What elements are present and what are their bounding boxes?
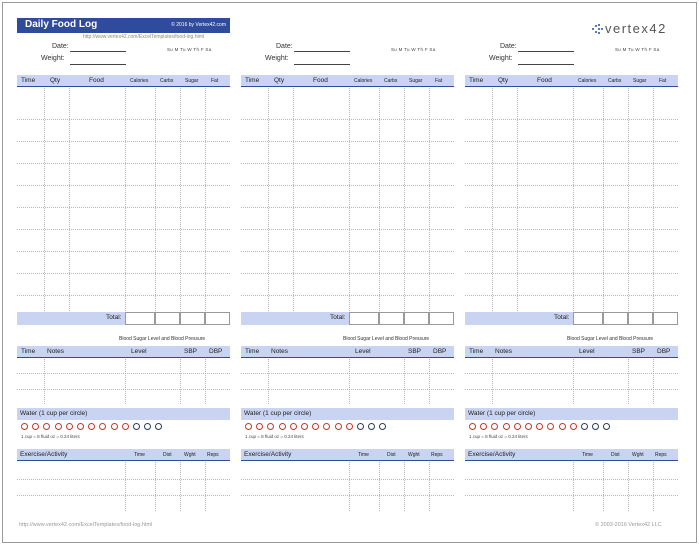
total-cell[interactable] <box>125 312 155 325</box>
food-col-header: Sugar <box>633 78 647 84</box>
weight-label: Weight: <box>265 55 289 62</box>
water-cup-circle[interactable] <box>133 423 140 430</box>
total-label: Total: <box>330 314 346 321</box>
water-cup-circle[interactable] <box>256 423 263 430</box>
blood-col-header: Time <box>245 348 260 355</box>
water-cup-circle[interactable] <box>491 423 498 430</box>
water-cup-circle[interactable] <box>88 423 95 430</box>
food-col-line <box>180 88 181 311</box>
blood-row-line <box>17 373 230 374</box>
blood-col-line <box>429 359 430 404</box>
food-row-line <box>465 207 678 208</box>
blood-col-line <box>573 359 574 404</box>
food-row-line <box>241 207 454 208</box>
water-cup-circle[interactable] <box>514 423 521 430</box>
exercise-col-header: Dist <box>611 452 620 458</box>
food-row-line <box>465 185 678 186</box>
exercise-col-header: Dist <box>387 452 396 458</box>
total-cell[interactable] <box>404 312 429 325</box>
total-row <box>465 312 678 325</box>
food-col-line <box>205 88 206 311</box>
exercise-col-line <box>180 462 181 511</box>
blood-table-header <box>465 346 678 358</box>
food-row-line <box>17 295 230 296</box>
blood-col-line <box>492 359 493 404</box>
date-label: Date: <box>500 43 517 50</box>
total-cell[interactable] <box>379 312 404 325</box>
exercise-col-header: Time <box>582 452 593 458</box>
water-cup-circle[interactable] <box>66 423 73 430</box>
blood-col-header: Level <box>355 348 371 355</box>
day-log-1 <box>17 3 230 543</box>
exercise-col-header: Reps <box>207 452 219 458</box>
exercise-col-line <box>653 462 654 511</box>
blood-col-header: Notes <box>47 348 64 355</box>
food-table-header <box>465 75 678 87</box>
total-cell[interactable] <box>603 312 628 325</box>
blood-table[interactable] <box>241 359 454 404</box>
exercise-table[interactable] <box>17 462 230 511</box>
exercise-col-line <box>603 462 604 511</box>
food-col-line <box>653 88 654 311</box>
exercise-row-line <box>17 479 230 480</box>
water-cup-circle[interactable] <box>559 423 566 430</box>
water-cup-circle[interactable] <box>301 423 308 430</box>
exercise-col-line <box>379 462 380 511</box>
food-row-line <box>17 163 230 164</box>
exercise-col-line <box>155 462 156 511</box>
food-row-line <box>241 251 454 252</box>
exercise-table[interactable] <box>241 462 454 511</box>
water-title: Water (1 cup per circle) <box>244 410 312 417</box>
exercise-col-line <box>573 462 574 511</box>
blood-col-header: SBP <box>184 348 198 355</box>
weight-field[interactable] <box>70 64 126 65</box>
food-row-line <box>241 273 454 274</box>
water-cup-circle[interactable] <box>547 423 554 430</box>
water-cup-circle[interactable] <box>32 423 39 430</box>
food-row-line <box>17 229 230 230</box>
water-cup-circle[interactable] <box>55 423 62 430</box>
exercise-table-header <box>17 449 230 461</box>
water-note: 1 cup = 8 fluid oz = 0.24 liters <box>469 434 528 439</box>
weekday-selector[interactable]: Su M Tu W Th F Sa <box>615 47 660 52</box>
blood-col-header: Level <box>579 348 595 355</box>
exercise-col-header: Wght <box>184 452 196 458</box>
exercise-col-line <box>429 462 430 511</box>
blood-col-line <box>180 359 181 404</box>
food-col-header: Food <box>537 77 552 84</box>
water-note: 1 cup = 8 fluid oz = 0.24 liters <box>245 434 304 439</box>
food-col-header: Qty <box>274 77 285 84</box>
total-label: Total: <box>554 314 570 321</box>
food-col-line <box>125 88 126 311</box>
exercise-row-line <box>465 495 678 496</box>
water-cup-circle[interactable] <box>536 423 543 430</box>
food-row-line <box>17 207 230 208</box>
water-cup-circle[interactable] <box>77 423 84 430</box>
water-header <box>241 408 454 420</box>
blood-table[interactable] <box>17 359 230 404</box>
food-col-header: Fat <box>435 78 443 84</box>
exercise-col-header: Reps <box>431 452 443 458</box>
water-cup-circle[interactable] <box>312 423 319 430</box>
food-row-line <box>17 119 230 120</box>
blood-table-header <box>241 346 454 358</box>
food-col-header: Food <box>313 77 328 84</box>
total-label: Total: <box>106 314 122 321</box>
blood-col-header: Time <box>21 348 36 355</box>
food-col-header: Sugar <box>185 78 199 84</box>
blood-col-header: Notes <box>495 348 512 355</box>
water-cup-circle[interactable] <box>99 423 106 430</box>
food-col-line <box>44 88 45 311</box>
exercise-col-header: Dist <box>163 452 172 458</box>
date-label: Date: <box>52 43 69 50</box>
water-cup-circle[interactable] <box>368 423 375 430</box>
water-cup-circle[interactable] <box>592 423 599 430</box>
food-row-line <box>465 163 678 164</box>
water-cup-circle[interactable] <box>21 423 28 430</box>
water-cup-circle[interactable] <box>525 423 532 430</box>
blood-pressure-caption: Blood Sugar Level and Blood Pressure <box>343 336 430 342</box>
food-row-line <box>465 273 678 274</box>
blood-col-header: DBP <box>657 348 671 355</box>
date-field[interactable] <box>70 51 126 52</box>
exercise-col-line <box>205 462 206 511</box>
date-field[interactable] <box>518 51 574 52</box>
water-title: Water (1 cup per circle) <box>468 410 536 417</box>
day-log-3 <box>465 3 678 543</box>
water-cup-circle[interactable] <box>155 423 162 430</box>
water-cup-circle[interactable] <box>480 423 487 430</box>
food-col-line <box>69 88 70 311</box>
weight-label: Weight: <box>489 55 513 62</box>
water-cup-circle[interactable] <box>43 423 50 430</box>
food-row-line <box>241 295 454 296</box>
blood-row-line <box>465 373 678 374</box>
total-cell[interactable] <box>155 312 180 325</box>
blood-col-header: Level <box>131 348 147 355</box>
exercise-col-header: Wght <box>408 452 420 458</box>
total-row <box>17 312 230 325</box>
water-header <box>17 408 230 420</box>
exercise-row-line <box>241 479 454 480</box>
weekday-selector[interactable]: Su M Tu W Th F Sa <box>167 47 212 52</box>
food-col-header: Time <box>469 77 484 84</box>
food-col-header: Time <box>245 77 260 84</box>
water-cup-circle[interactable] <box>503 423 510 430</box>
total-cell[interactable] <box>349 312 379 325</box>
water-cup-circle[interactable] <box>122 423 129 430</box>
blood-row-line <box>465 389 678 390</box>
blood-table[interactable] <box>465 359 678 404</box>
date-field[interactable] <box>294 51 350 52</box>
food-log-page <box>2 2 697 543</box>
exercise-table-header <box>241 449 454 461</box>
food-row-line <box>17 273 230 274</box>
food-col-line <box>404 88 405 311</box>
day-log-2 <box>241 3 454 543</box>
food-col-header: Calories <box>578 78 597 84</box>
food-table[interactable] <box>17 88 230 311</box>
water-title: Water (1 cup per circle) <box>20 410 88 417</box>
exercise-col-header: Exercise/Activity <box>468 451 516 458</box>
weekday-selector[interactable]: Su M Tu W Th F Sa <box>391 47 436 52</box>
water-cup-circle[interactable] <box>111 423 118 430</box>
food-table[interactable] <box>465 88 678 311</box>
exercise-table[interactable] <box>465 462 678 511</box>
food-row-line <box>241 119 454 120</box>
food-col-line <box>429 88 430 311</box>
footer-url: http://www.vertex42.com/ExcelTemplates/food-log.html <box>19 522 153 528</box>
water-cup-circle[interactable] <box>323 423 330 430</box>
food-col-header: Calories <box>354 78 373 84</box>
food-col-header: Qty <box>50 77 61 84</box>
food-col-header: Calories <box>130 78 149 84</box>
exercise-table-header <box>465 449 678 461</box>
water-note: 1 cup = 8 fluid oz = 0.24 liters <box>21 434 80 439</box>
food-row-line <box>465 229 678 230</box>
title-url: http://www.vertex42.com/ExcelTemplates/food-log.html <box>83 34 205 40</box>
exercise-col-header: Exercise/Activity <box>244 451 292 458</box>
total-cell[interactable] <box>429 312 454 325</box>
food-row-line <box>241 141 454 142</box>
food-row-line <box>17 251 230 252</box>
food-row-line <box>241 163 454 164</box>
total-cell[interactable] <box>653 312 678 325</box>
total-cell[interactable] <box>180 312 205 325</box>
exercise-col-header: Time <box>134 452 145 458</box>
blood-col-header: DBP <box>209 348 223 355</box>
page-title: Daily Food Log <box>25 19 98 30</box>
exercise-col-line <box>404 462 405 511</box>
food-row-line <box>465 251 678 252</box>
water-cup-circle[interactable] <box>357 423 364 430</box>
water-cup-circle[interactable] <box>279 423 286 430</box>
water-header <box>465 408 678 420</box>
water-cup-circle[interactable] <box>290 423 297 430</box>
exercise-col-header: Wght <box>632 452 644 458</box>
blood-col-line <box>349 359 350 404</box>
blood-col-line <box>653 359 654 404</box>
food-col-line <box>603 88 604 311</box>
blood-row-line <box>17 389 230 390</box>
total-cell[interactable] <box>573 312 603 325</box>
food-row-line <box>465 119 678 120</box>
water-cup-circle[interactable] <box>603 423 610 430</box>
food-col-line <box>268 88 269 311</box>
blood-table-header <box>17 346 230 358</box>
exercise-col-line <box>349 462 350 511</box>
weight-label: Weight: <box>41 55 65 62</box>
water-cup-circle[interactable] <box>144 423 151 430</box>
weight-field[interactable] <box>518 64 574 65</box>
food-col-header: Carbs <box>608 78 622 84</box>
blood-col-line <box>44 359 45 404</box>
water-cup-circle[interactable] <box>469 423 476 430</box>
weight-field[interactable] <box>294 64 350 65</box>
food-col-header: Food <box>89 77 104 84</box>
food-col-header: Carbs <box>160 78 174 84</box>
food-col-line <box>628 88 629 311</box>
blood-col-header: DBP <box>433 348 447 355</box>
date-label: Date: <box>276 43 293 50</box>
blood-col-line <box>268 359 269 404</box>
water-cup-circle[interactable] <box>335 423 342 430</box>
exercise-row-line <box>17 495 230 496</box>
food-row-line <box>17 185 230 186</box>
food-col-line <box>379 88 380 311</box>
blood-col-header: Notes <box>271 348 288 355</box>
blood-col-header: Time <box>469 348 484 355</box>
brand-name: vertex42 <box>605 21 667 36</box>
food-row-line <box>17 141 230 142</box>
food-row-line <box>465 141 678 142</box>
title-copyright: © 2016 by Vertex42.com <box>171 22 226 28</box>
food-row-line <box>241 229 454 230</box>
exercise-col-header: Time <box>358 452 369 458</box>
blood-col-header: SBP <box>408 348 422 355</box>
food-col-line <box>293 88 294 311</box>
water-cup-circle[interactable] <box>245 423 252 430</box>
food-col-header: Qty <box>498 77 509 84</box>
food-col-header: Carbs <box>384 78 398 84</box>
food-col-line <box>155 88 156 311</box>
food-col-line <box>573 88 574 311</box>
blood-col-line <box>205 359 206 404</box>
exercise-row-line <box>241 495 454 496</box>
blood-pressure-caption: Blood Sugar Level and Blood Pressure <box>119 336 206 342</box>
food-col-line <box>517 88 518 311</box>
water-cup-circle[interactable] <box>379 423 386 430</box>
food-col-header: Fat <box>659 78 667 84</box>
water-cup-circle[interactable] <box>581 423 588 430</box>
exercise-col-line <box>628 462 629 511</box>
water-cup-circle[interactable] <box>570 423 577 430</box>
exercise-col-header: Reps <box>655 452 667 458</box>
total-cell[interactable] <box>628 312 653 325</box>
food-col-header: Sugar <box>409 78 423 84</box>
blood-row-line <box>241 373 454 374</box>
total-row <box>241 312 454 325</box>
footer-copyright: © 2003-2016 Vertex42 LLC <box>595 522 662 528</box>
exercise-row-line <box>465 479 678 480</box>
food-col-header: Time <box>21 77 36 84</box>
water-cup-circle[interactable] <box>267 423 274 430</box>
exercise-col-header: Exercise/Activity <box>20 451 68 458</box>
total-cell[interactable] <box>205 312 230 325</box>
blood-col-line <box>628 359 629 404</box>
food-col-line <box>349 88 350 311</box>
water-cup-circle[interactable] <box>346 423 353 430</box>
blood-col-line <box>125 359 126 404</box>
blood-pressure-caption: Blood Sugar Level and Blood Pressure <box>567 336 654 342</box>
food-col-header: Fat <box>211 78 219 84</box>
blood-col-header: SBP <box>632 348 646 355</box>
blood-row-line <box>241 389 454 390</box>
food-table-header <box>17 75 230 87</box>
food-col-line <box>492 88 493 311</box>
blood-col-line <box>404 359 405 404</box>
exercise-col-line <box>125 462 126 511</box>
food-row-line <box>465 295 678 296</box>
food-row-line <box>241 185 454 186</box>
food-table-header <box>241 75 454 87</box>
food-table[interactable] <box>241 88 454 311</box>
